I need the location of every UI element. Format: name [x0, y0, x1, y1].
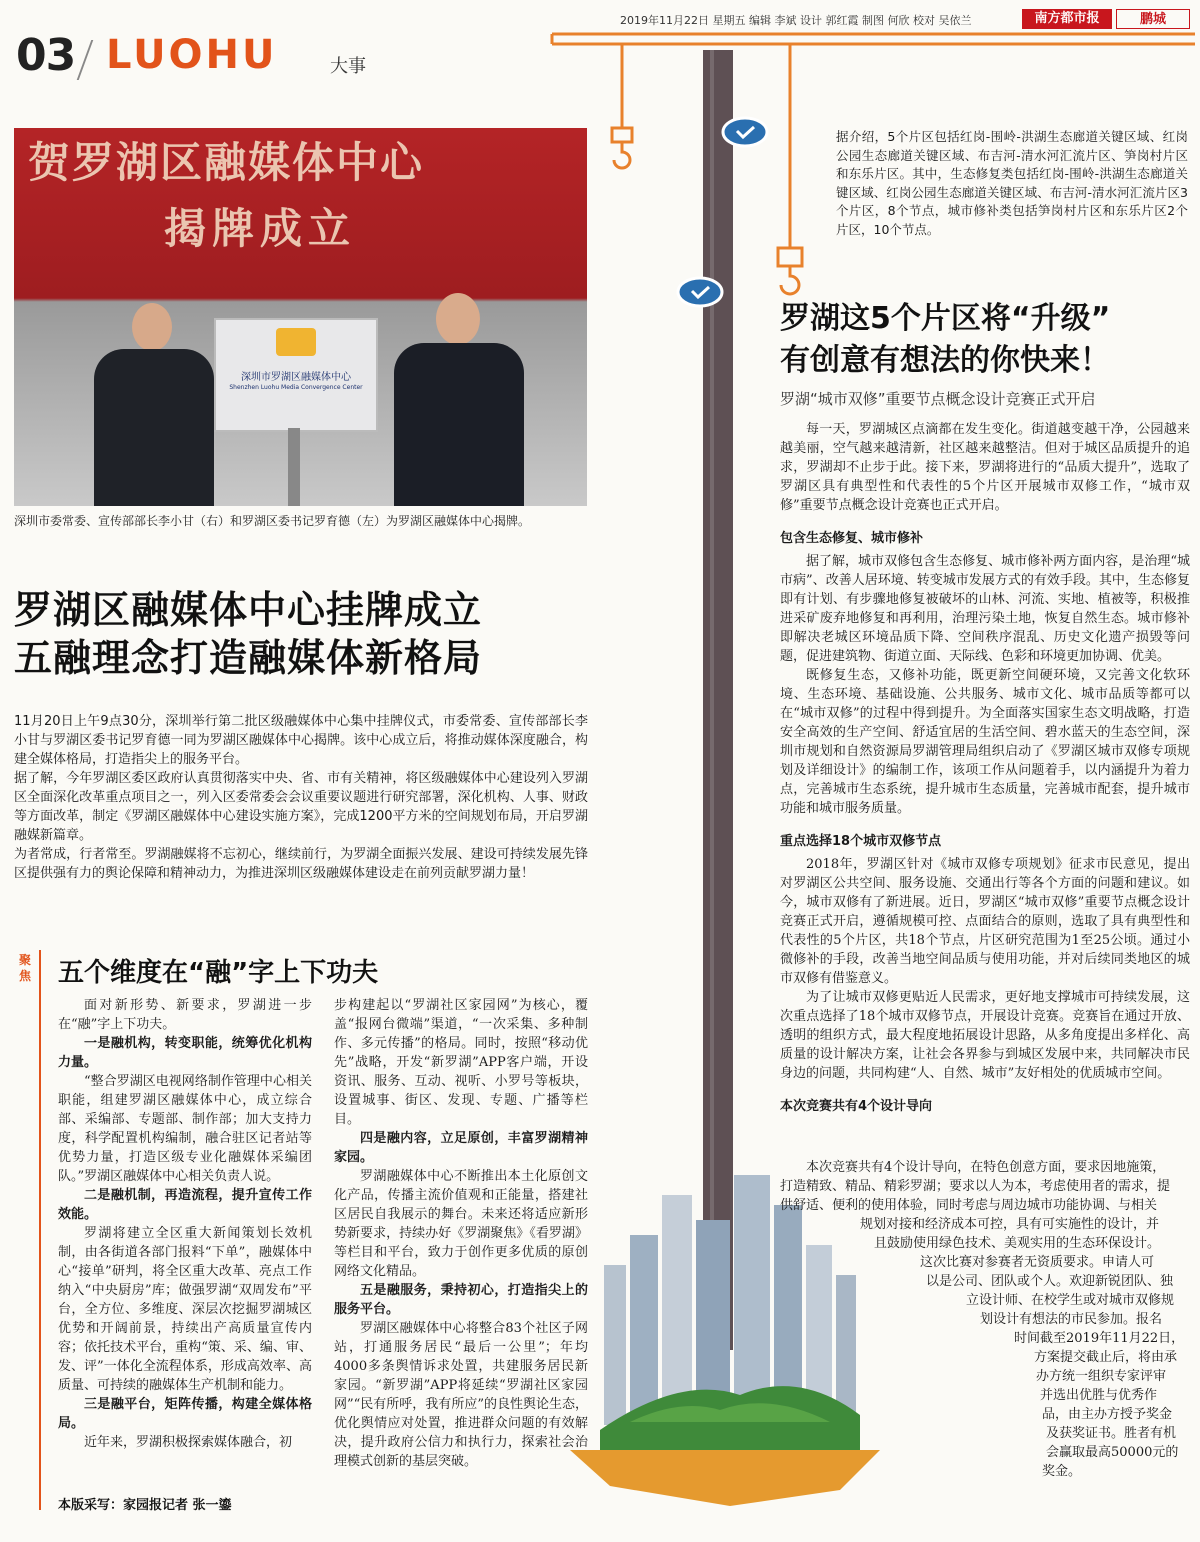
text-line: 办方统一组织专家评审 — [1036, 1369, 1167, 1384]
person-right — [394, 293, 524, 506]
left-intro-paragraph: 为者常成，行者常至。罗湖融媒将不忘初心，继续前行，为罗湖全面振兴发展、建设可持续发展先锋区提供强有力的舆论保障和精神动力，为推进深圳区级融媒体建设走在前列贡献罗湖力量！ — [14, 847, 588, 881]
right-paragraph: 为了让城市双修更贴近人民需求，更好地支撑城市可持续发展，这次重点选择了18个城市双修节点，开展设计竞赛。竞赛旨在通过开放、透明的组织方式，最大程度地拓展设计思路，从多角度提出多样化、高质量的设计解决方案，让社会各界参与到城区发展中来，共同解决市民身边的问题，共同构建“人、自然、城市”友好相处的优质城市空间。 — [780, 990, 1190, 1081]
text-line: 供舒适、便利的使用体验，同时考虑与周边城市功能协调、与相关 — [780, 1198, 1158, 1213]
focus-paragraph: “整合罗湖区电视网络制作管理中心相关职能，组建罗湖区融媒体中心，成立综合部、采编部、专题部、制作部；加大支持力度，科学配置机构编制，融合驻区记者站等优势力量，打造区级专业化融媒体采编团队。”罗湖区融媒体中心相关负责人说。 — [58, 1074, 312, 1184]
focus-tag-rule — [39, 950, 41, 1510]
focus-paragraph: 面对新形势、新要求，罗湖进一步在“融”字上下功夫。 — [58, 998, 312, 1032]
focus-lead: 一是融机构，转变职能，统筹优化机构力量。 — [58, 1036, 312, 1070]
plaque-title: 深圳市罗湖区融媒体中心 — [241, 372, 351, 383]
section-heading: 包含生态修复、城市修补 — [780, 531, 924, 546]
tower-beam-highlight — [710, 50, 714, 1350]
focus-paragraph: 罗湖区融媒体中心将整合83个社区子网站，打通服务居民“最后一公里”；年均4000多条舆情诉求处置，共建服务居民新家园。“新罗湖”APP将延续“罗湖社区家园网”“民有所呼，我有所应”的良性舆论生态，优化舆情应对处置，推进群众问题的有效解决，提升政府公信力和执行力，探索社会治理模式创新的基层突破。 — [334, 1321, 588, 1469]
text-line: 并选出优胜与优秀作 — [1040, 1388, 1158, 1403]
event-photo — [14, 128, 587, 506]
focus-title: 五个维度在“融”字上下功夫 — [58, 958, 379, 988]
right-intro-paragraph: 每一天，罗湖城区点滴都在发生变化。街道越变越干净，公园越来越美丽，空气越来越清新，社区越来越整洁。但对于城区品质提升的追求，罗湖却不止步于此。接下来，罗湖将进行的“品质大提升”，选取了罗湖区具有典型性和代表性的5个片区开展城市双修工作，“城市双修”重要节点概念设计竞赛也正式开启。 — [780, 422, 1190, 513]
section-name: LUOHU — [106, 32, 278, 78]
text-line: 本次竞赛共有4个设计导向，在特色创意方面，要求因地施策， — [806, 1160, 1166, 1175]
focus-tag-label: 聚焦 — [18, 953, 31, 983]
photo-banner-text-1: 贺罗湖区融媒体中心 — [28, 138, 425, 187]
text-line: 且鼓励使用绿色技术、美观实用的生态环保设计。 — [874, 1236, 1161, 1251]
person-left — [94, 303, 214, 506]
brand-logo — [1022, 9, 1112, 29]
check-marker-icon-2 — [678, 278, 722, 306]
right-headline-line-1: 罗湖这5个片区将“升级” — [780, 301, 1111, 336]
text-line: 打造精致、精品、精彩罗湖；要求以人为本，考虑使用者的需求，提 — [780, 1179, 1171, 1194]
brand-name-2: 鹏城 — [1139, 12, 1166, 27]
section-heading: 重点选择18个城市双修节点 — [780, 834, 942, 849]
section-heading: 本次竞赛共有4个设计导向 — [780, 1099, 933, 1114]
text-line: 时间截至2019年11月22日， — [1014, 1331, 1185, 1346]
focus-lead: 二是融机制，再造流程，提升宣传工作效能。 — [58, 1188, 312, 1222]
right-paragraph: 既修复生态，又修补功能，既更新空间硬环境，又完善文化软环境、生态环境、基础设施、公共服务、城市文化、城市品质等都可以在“城市双修”的过程中得到提升。为全面落实国家生态文明战略，打造安全高效的生产空间、舒适宜居的生活空间、碧水蓝天的生态空间，深圳市规划和自然资源局罗湖管理局组织启动了《罗湖区城市双修专项规划及详细设计》的编制工作，该项工作从问题着手，以内涵提升为着力点，完善城市生态系统，提升城市生态质量，完善城市配套，提升城市功能和城市服务质量。 — [780, 668, 1190, 816]
plaque-stand — [288, 428, 300, 506]
crane-hook-left — [612, 44, 632, 168]
focus-lead: 五是融服务，秉持初心，打造指尖上的服务平台。 — [334, 1283, 588, 1317]
text-line: 及获奖证书。胜者有机 — [1046, 1426, 1177, 1441]
text-line: 立设计师、在校学生或对城市双修规 — [966, 1293, 1175, 1308]
plaque-subtitle: Shenzhen Luohu Media Convergence Center — [229, 384, 363, 391]
text-line: 规划对接和经济成本可控，具有可实施性的设计，并 — [860, 1217, 1160, 1232]
focus-paragraph: 罗湖将建立全区重大新闻策划长效机制，由各街道各部门报料“下单”，融媒体中心“接单”研判，将全区重大改革、亮点工作纳入“中央厨房”库；做强罗湖“双周发布”平台，全方位、多维度、深层次挖掘罗湖城区优势和开阔前景，持续出产高质量宣传内容；依托技术平台，重构“策、采、编、审、发、评”一体化全流程体系，形成高效率、高质量、可持续的融媒体生产机制和能力。 — [58, 1226, 312, 1393]
left-headline-line-1: 罗湖区融媒体中心挂牌成立 — [14, 588, 483, 632]
plaque — [214, 318, 378, 432]
photo-caption: 深圳市委常委、宣传部部长李小甘（右）和罗湖区委书记罗育德（左）为罗湖区融媒体中心揭牌。 — [14, 514, 531, 528]
left-intro-paragraph: 11月20日上午9点30分，深圳举行第二批区级融媒体中心集中挂牌仪式，市委常委、宣传部部长李小甘与罗湖区委书记罗育德一同为罗湖区融媒体中心揭牌。该中心成立后，将推动媒体深度融合，构建全媒体格局，打造指尖上的服务平台。 — [14, 714, 588, 767]
left-headline-line-2: 五融理念打造融媒体新格局 — [14, 636, 483, 680]
right-headline — [780, 298, 1200, 382]
left-intro-paragraph: 据了解，今年罗湖区委区政府认真贯彻落实中央、省、市有关精神，将区级融媒体中心建设列入罗湖区全面深化改革重点项目之一，列入区委常委会会议重要议题进行研究部署，深化机构、人事、财政等方面改革，制定《罗湖区融媒体中心建设实施方案》，完成1200平方米的空间规划布局，开启罗湖融媒新篇章。 — [14, 771, 588, 843]
text-line: 方案提交截止后，将由承 — [1034, 1350, 1178, 1365]
tower-beam — [703, 50, 733, 1350]
brand-logo-secondary — [1116, 9, 1190, 29]
text-line: 奖金。 — [1042, 1464, 1082, 1479]
focus-column-1 — [58, 996, 312, 1452]
focus-paragraph: 罗湖融媒体中心不断推出本土化原创文化产品，传播主流价值观和正能量，搭建社区居民自我展示的舞台。未来还将适应新形势新要求，持续办好《罗湖聚焦》《看罗湖》等栏目和平台，致力于创作更多优质的原创网络文化精品。 — [334, 1169, 588, 1279]
brand-name: 南方都市报 — [1034, 11, 1100, 26]
header-meta: 2019年11月22日 星期五 编辑 李斌 设计 郭红霞 制图 何欣 校对 吴依兰 — [620, 14, 972, 27]
text-line: 以是公司、团队或个人。欢迎新锐团队、独 — [926, 1274, 1174, 1289]
left-headline — [14, 586, 594, 682]
check-marker-icon — [723, 118, 767, 146]
right-paragraph: 据了解，城市双修包含生态修复、城市修补两方面内容，是治理“城市病”、改善人居环境、转变城市发展方式的有效手段。其中，生态修复即有计划、有步骤地修复被破坏的山林、河流、实地、植被等，积极推进采矿废弃地修复和再利用，治理污染土地，恢复自然生态。城市修补即解决老城区环境品质下降、空间秩序混乱、历史文化遗产损毁等问题，促进建筑物、街道立面、天际线、色彩和环境更加协调、优美。 — [780, 554, 1190, 664]
focus-paragraph: 步构建起以“罗湖社区家园网”为核心，覆盖“报网台微端”渠道，“一次采集、多种制作、多元传播”的格局。同时，按照“移动优先”战略，开发“新罗湖”APP客户端，开设资讯、服务、互动、视听、小罗号等板块，设置城事、街区、发现、专题、广播等栏目。 — [334, 998, 588, 1127]
focus-paragraph: 近年来，罗湖积极探索媒体融合，初 — [84, 1435, 293, 1450]
text-line: 划设计有想法的市民参加。报名 — [980, 1312, 1163, 1327]
focus-column-2 — [334, 996, 588, 1471]
right-final-paragraph — [780, 1158, 1190, 1481]
text-line: 这次比赛对参赛者无资质要求。申请人可 — [920, 1255, 1155, 1270]
right-headline-line-2: 有创意有想法的你快来！ — [780, 343, 1110, 378]
page-number: 03 — [16, 30, 76, 81]
byline: 本版采写：家园报记者 张一鎏 — [58, 1498, 232, 1513]
focus-lead: 三是融平台，矩阵传播，构建全媒体格局。 — [58, 1397, 312, 1431]
info-box: 据介绍，5个片区包括红岗-围岭-洪湖生态廊道关键区域、红岗公园生态廊道关键区域、布吉河-清水河汇流片区、笋岗村片区和东乐片区。其中，生态修复类包括红岗-围岭-洪湖生态廊道关键区域、红岗公园生态廊道关键区域、布吉河-清水河汇流片区3个片区，8个节点，城市修补类包括笋岗村片区和东乐片区2个片区，10个节点。 — [836, 129, 1188, 237]
crane-hook-mid — [778, 44, 802, 294]
text-line: 品，由主办方授予奖金 — [1042, 1407, 1173, 1422]
left-intro — [14, 712, 588, 883]
right-paragraph: 2018年，罗湖区针对《城市双修专项规划》征求市民意见，提出对罗湖区公共空间、服务设施、交通出行等各个方面的问题和建议。如今，城市双修有了新进展。近日，罗湖区“城市双修”重要节点概念设计竞赛正式开启，遵循规模可控、点面结合的原则，选取了具有典型性和代表性的5个片区，共18个节点，片区研究范围为1至25公顷。通过小微修补的手段，改善当地空间品质与使用功能，并对后续同类地区的城市双修有借鉴意义。 — [780, 857, 1190, 986]
photo-banner-text-2: 揭牌成立 — [164, 204, 357, 253]
focus-lead: 四是融内容，立足原创，丰富罗湖精神家园。 — [334, 1131, 588, 1165]
section-subtitle: 大事 — [330, 56, 366, 77]
focus-tag — [18, 952, 32, 984]
text-line: 会赢取最高50000元的 — [1046, 1445, 1179, 1460]
right-body — [780, 420, 1190, 1120]
right-subheadline: 罗湖“城市双修”重要节点概念设计竞赛正式开启 — [780, 390, 1096, 408]
header-slash — [77, 40, 94, 80]
